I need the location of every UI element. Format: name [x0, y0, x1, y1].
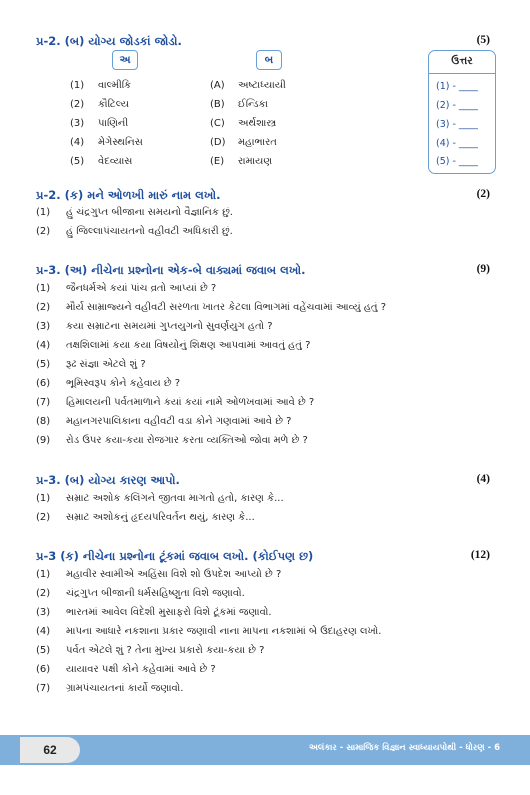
question-item: (2) હું જિલ્લાપંચાયતનો વહીવટી અધિકારી છું.	[36, 226, 233, 237]
question-item: (1) મહાવીર સ્વામીએ અહિંસા વિશે શો ઉપદેશ આપ્યો છે ?	[36, 569, 282, 580]
question-item: (5) રૂઢ સંજ્ઞા એટલે શું ?	[36, 359, 146, 370]
right-item: (D) મહાભારત	[210, 137, 277, 148]
section-title-match: પ્ર-2. (બ) યોગ્ય જોડકાં જોડો.	[36, 34, 182, 48]
section-marks-reasons: (4)	[476, 473, 490, 485]
right-item: (A) અષ્ટાધ્યાયી	[210, 80, 286, 91]
question-item: (6) યાયાવર પક્ષી કોને કહેવામાં આવે છે ?	[36, 664, 216, 675]
question-item: (2) મૌર્ય સામ્રાજ્યને વહીવટી સરળતા ખાતર કેટલા વિભાગમાં વહેંચવામાં આવ્યું હતું ?	[36, 302, 387, 313]
column-a-label: અ	[112, 50, 138, 70]
section-title-reasons: પ્ર-3. (બ) યોગ્ય કારણ આપો.	[36, 473, 180, 487]
answer-box-title: ઉત્તર	[451, 55, 473, 67]
question-item: (1) જૈનધર્મએ કયાં પાંચ વ્રતો આપ્યાં છે ?	[36, 283, 217, 294]
right-item: (C) અર્થશાસ્ત્ર	[210, 118, 277, 129]
answer-slot[interactable]: (1) - ____	[436, 81, 478, 92]
left-item: (4) મેગેસ્થનિસ	[70, 137, 143, 148]
question-item: (9) રોડ ઉપર કયા-કયા રોજગાર કરતા વ્યક્તિઓ જોવા મળે છે ?	[36, 435, 308, 446]
page-number: 62	[20, 737, 80, 763]
answer-slot[interactable]: (3) - ____	[436, 119, 478, 130]
question-item: (2) ચંદ્રગુપ્ત બીજાની ધર્મસહિષ્ણુતા વિશે જણાવો.	[36, 588, 245, 599]
question-item: (8) મહાનગરપાલિકાના વહીવટી વડા કોને ગણવામાં આવે છે ?	[36, 416, 292, 427]
answer-slot[interactable]: (2) - ____	[436, 100, 478, 111]
left-item: (3) પાણિની	[70, 118, 129, 129]
question-item: (6) ભૂમિસ્વરૂપ કોને કહેવાય છે ?	[36, 378, 181, 389]
section-title-identify: પ્ર-2. (ક) મને ઓળખી મારું નામ લખો.	[36, 188, 221, 202]
question-item: (1) હું ચંદ્રગુપ્ત બીજાના સમયનો વૈજ્ઞાનિક છું.	[36, 207, 233, 218]
section-marks-identify: (2)	[476, 188, 490, 200]
section-title-short-answer: પ્ર-3. (અ) નીચેના પ્રશ્નોના એક-બે વાક્યમાં જવાબ લખો.	[36, 263, 306, 277]
question-item: (4) માપના આધારે નકશાના પ્રકાર જણાવી નાના માપના નકશામાં બે ઉદાહરણ લખો.	[36, 626, 382, 637]
left-item: (5) વેદવ્યાસ	[70, 156, 133, 167]
section-marks-short-answer: (9)	[476, 263, 490, 275]
question-item: (3) કયા સમ્રાટના સમયમાં ગુપ્તયુગનો સુવર્ણયુગ હતો ?	[36, 321, 273, 332]
question-item: (3) ભારતમાં આવેલ વિદેશી મુસાફરો વિશે ટૂંકમાં જણાવો.	[36, 607, 272, 618]
answer-slot[interactable]: (5) - ____	[436, 156, 478, 167]
question-item: (4) તક્ષશિલામાં કયા કયા વિષયોનું શિક્ષણ આપવામાં આવતું હતું ?	[36, 340, 311, 351]
footer-book-title: અલંકાર - સામાજિક વિજ્ઞાન સ્વાધ્યાયપોથી - ધોરણ - 6	[308, 743, 500, 753]
left-item: (2) કૌટિલ્ય	[70, 99, 130, 110]
column-b-label: બ	[256, 50, 282, 70]
question-item: (7) હિમાલયની પર્વતમાળાને કયાં કયાં નામે ઓળખવામાં આવે છે ?	[36, 397, 315, 408]
answer-box	[428, 50, 496, 174]
question-item: (5) પર્વત એટલે શું ? તેના મુખ્ય પ્રકારો કયા-કયા છે ?	[36, 645, 265, 656]
answer-slot[interactable]: (4) - ____	[436, 138, 478, 149]
section-marks-brief-answer: (12)	[470, 549, 490, 561]
right-item: (E) રામાયણ	[210, 156, 273, 167]
left-item: (1) વાલ્મીકિ	[70, 80, 132, 91]
question-item: (1) સમ્રાટ અશોક કલિંગને જીતવા માગતો હતો, કારણ કે...	[36, 493, 284, 504]
answer-box-divider	[429, 73, 495, 74]
question-item: (2) સમ્રાટ અશોકનું હૃદયપરિવર્તન થયું, કારણ કે...	[36, 512, 255, 523]
question-item: (7) ગ્રામપંચાયતનાં કાર્યો જણાવો.	[36, 683, 184, 694]
section-marks-match: (5)	[476, 34, 490, 46]
section-title-brief-answer: પ્ર-3 (ક) નીચેના પ્રશ્નોના ટૂંકમાં જવાબ લખો. (કોઈપણ છ)	[36, 549, 314, 563]
right-item: (B) ઈન્ડિકા	[210, 99, 268, 110]
